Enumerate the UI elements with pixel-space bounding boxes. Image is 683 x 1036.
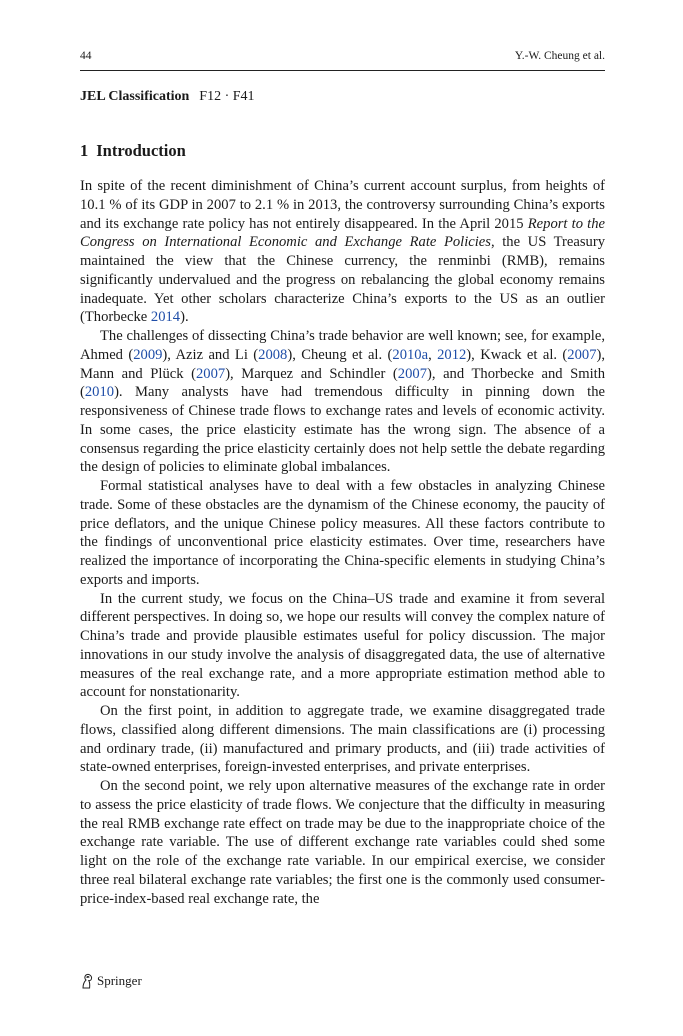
paragraph-text: , the US Treasury maintained the view that the Chinese currency, the renminbi (RMB), remains significantly undervalued and the progress on rebalancing the global economy remains inadequate. Yet other scholars characterize China’s exports to the US as an outlier (Thorbecke — [80, 234, 605, 326]
jel-codes: F12 · F41 — [199, 89, 255, 104]
citation-link[interactable]: 2009 — [133, 346, 163, 363]
paragraph-text: The challenges of dissecting China’s trade behavior are well known; see, for example, Ahmed ( — [80, 328, 605, 363]
paragraph — [80, 327, 605, 477]
paragraph — [80, 177, 605, 327]
header-rule — [80, 70, 605, 71]
paragraph-text: ), Kwack et al. ( — [466, 346, 568, 363]
paragraph-text: On the first point, in addition to aggregate trade, we examine disaggregated trade flows, classified along different dimensions. The main classifications are (i) processing and ordinary trade, (ii) manufactured and primary products, and (iii) trade activities of state-owned enterprises, foreign-invested enterprises, and private enterprises. — [80, 703, 605, 776]
page — [80, 0, 605, 1036]
report-title: Report to the Congress on International Economic and Exchange Rate Policies — [80, 215, 605, 251]
springer-horse-icon — [80, 973, 94, 989]
paragraph-text: ), and Thorbecke and Smith ( — [80, 365, 606, 401]
citation-link[interactable]: 2007 — [196, 365, 226, 382]
section-heading — [80, 141, 186, 161]
paragraph — [80, 777, 605, 908]
paragraph-text: ), Aziz and Li ( — [162, 346, 259, 363]
citation-link[interactable]: 2007 — [397, 365, 427, 382]
citation-link[interactable]: 2010 — [84, 384, 115, 401]
paragraph-text: Formal statistical analyses have to deal with a few obstacles in analyzing Chinese trade. Some of these obstacles are the dynamism of the Chinese economy, the paucity of price deflators, and the unique Chinese policy measures. All these factors contribute to the findings of unconventional price elasticity estimates. Over time, researchers have realized the importance of incorporating the China-specific elements in studying China’s exports and imports. — [80, 478, 605, 588]
paragraph-text: In the current study, we focus on the China–US trade and examine it from several different perspectives. In doing so, we hope our results will convey the complex nature of China’s trade and provide plausible estimates useful for policy discussion. The major innovations in our study involve the analysis of disaggregated data, the use of alternative measures of the real exchange rate, and a more appropriate estimation method able to account for nonstationarity. — [80, 590, 605, 701]
paragraph-text: ), Cheung et al. ( — [287, 346, 393, 363]
paragraph-text: On the second point, we rely upon alternative measures of the exchange rate in order to assess the price elasticity of trade flows. We conjecture that the difficulty in measuring the real RMB exchange rate effect on trade may be due to the inappropriate choice of the exchange rate variable. The use of different exchange rate variables could shed some light on the role of the exchange rate variable. In our empirical exercise, we consider three real bilateral exchange rate variables; the first one is the commonly used consumer-price-index-based real exchange rate, the — [80, 778, 605, 907]
jel-label: JEL Classification — [80, 89, 190, 104]
citation-link[interactable]: 2010a — [392, 346, 429, 363]
footer — [80, 972, 142, 990]
running-head — [80, 50, 605, 66]
citation-link[interactable]: 2014 — [150, 309, 181, 326]
page-number: 44 — [80, 50, 92, 62]
paragraph-text: , — [428, 346, 438, 363]
paragraph-text: ). Many analysts have had tremendous difficulty in pinning down the responsiveness of Chinese trade flows to exchange rates and levels of economic activity. In some cases, the price elasticity estimate has the wrong sign. The absence of a consensus regarding the price elasticity certainly does not help settle the debate regarding the design of policies to eliminate global imbalances. — [80, 384, 605, 476]
paragraph-text: ), Marquez and Schindler ( — [225, 365, 398, 382]
citation-link[interactable]: 2012 — [437, 346, 467, 363]
paragraph-text: ), Mann and Plück ( — [80, 346, 605, 382]
running-head-authors: Y.-W. Cheung et al. — [514, 50, 605, 62]
paragraph — [80, 590, 605, 703]
paragraph-text: ). — [180, 309, 189, 326]
section-title: Introduction — [96, 141, 186, 160]
citation-link[interactable]: 2008 — [258, 346, 288, 363]
publisher-name: Springer — [97, 973, 142, 988]
jel-classification — [80, 89, 255, 105]
body-text — [80, 177, 605, 908]
paragraph-text: In spite of the recent diminishment of China’s current account surplus, from heights of 10.1 % of its GDP in 2007 to 2.1 % in 2013, the controversy surrounding China’s exports and its exchange rate policy has not entirely disappeared. In the April 2015 — [80, 178, 605, 232]
paragraph — [80, 477, 605, 590]
paragraph — [80, 702, 605, 777]
citation-link[interactable]: 2007 — [567, 346, 597, 363]
section-number: 1 — [80, 141, 89, 160]
